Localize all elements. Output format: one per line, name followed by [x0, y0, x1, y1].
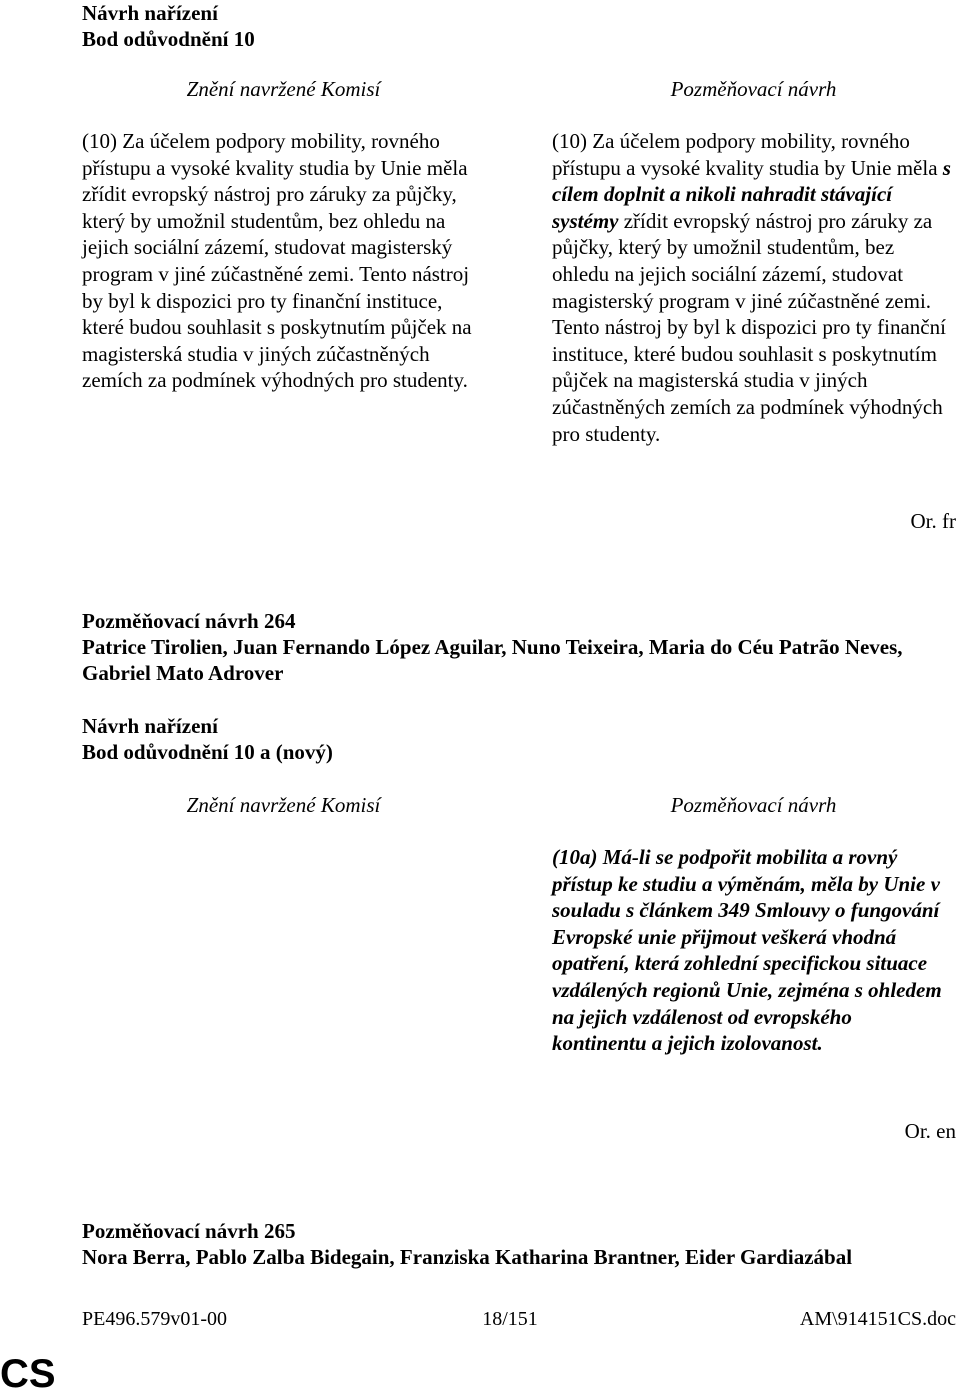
- footer-doc-ref: PE496.579v01-00: [82, 1308, 227, 1330]
- column-header-amendment: Pozměňovací návrh: [670, 77, 837, 101]
- amendment-authors: Patrice Tirolien, Juan Fernando López Aguilar, Nuno Teixeira, Maria do Céu Patrão Neves, Gabriel Mato Adrover: [82, 635, 903, 685]
- amendment-text-highlight: s cílem doplnit a nikoli nahradit stávající systémy: [552, 155, 951, 233]
- footer-page-number: 18/151: [482, 1308, 538, 1330]
- language-code: CS: [0, 1352, 56, 1396]
- heading-proposal-2: [82, 713, 882, 765]
- column-header-amendment: Pozměňovací návrh: [670, 793, 837, 817]
- amendment-authors: Nora Berra, Pablo Zalba Bidegain, Franziska Katharina Brantner, Eider Gardiazábal: [82, 1245, 853, 1269]
- amendment-265-header: [82, 1218, 952, 1270]
- amendment-text: (10a) Má-li se podpořit mobilita a rovný přístup ke studiu a výměnám, měla by Unie v souladu s článkem 349 Smlouvy o fungování Evropské unie přijmout veškerá vhodná opatření, která zohlední specifickou situace vzdálených regionů Unie, zejména s ohledem na jejich vzdálenost od evropského kontinentu a jejich izolovanost.: [552, 845, 942, 1056]
- amendment-264-header: [82, 608, 952, 686]
- amendment-text: [552, 128, 952, 447]
- amendment-text-part2: zřídit evropský nástroj pro záruky za půjčky, který by umožnil studentům, bez ohledu na jejich sociální zázemí, studovat magisterský program v jiné zúčastněné zemi. Tento nástroj by byl k dispozici pro ty finanční instituce, které budou souhlasit s poskytnutím půjček na magisterská studia v jiných zúčastněných zemích za podmínek výhodných pro studenty.: [552, 208, 946, 446]
- heading-proposal-title: Návrh nařízení: [82, 1, 218, 25]
- origin-language: Or. fr: [910, 509, 956, 533]
- column-header-commission: Znění navržené Komisí: [186, 77, 381, 101]
- amendment-text-part1: (10) Za účelem podpory mobility, rovného přístupu a vysoké kvality studia by Unie měla: [552, 129, 943, 180]
- amendment-number: Pozměňovací návrh 265: [82, 1219, 296, 1243]
- footer-file-name: AM\914151CS.doc: [799, 1308, 956, 1330]
- column-header-commission: Znění navržené Komisí: [186, 793, 381, 817]
- origin-language: Or. en: [904, 1119, 956, 1143]
- heading-recital: Bod odůvodnění 10 a (nový): [82, 740, 333, 764]
- heading-recital: Bod odůvodnění 10: [82, 27, 255, 51]
- amendment-number: Pozměňovací návrh 264: [82, 609, 296, 633]
- commission-text: (10) Za účelem podpory mobility, rovného přístupu a vysoké kvality studia by Unie měla zřídit evropský nástroj pro záruky za půjčky, který by umožnil studentům, bez ohledu na jejich sociální zázemí, studovat magisterský program v jiné zúčastněné zemi. Tento nástroj by byl k dispozici pro ty finanční instituce, které budou souhlasit s poskytnutím půjček na magisterská studia v jiných zúčastněných zemích za podmínek výhodných pro studenty.: [82, 129, 472, 393]
- heading-proposal-title: Návrh nařízení: [82, 714, 218, 738]
- heading-proposal: [82, 0, 882, 52]
